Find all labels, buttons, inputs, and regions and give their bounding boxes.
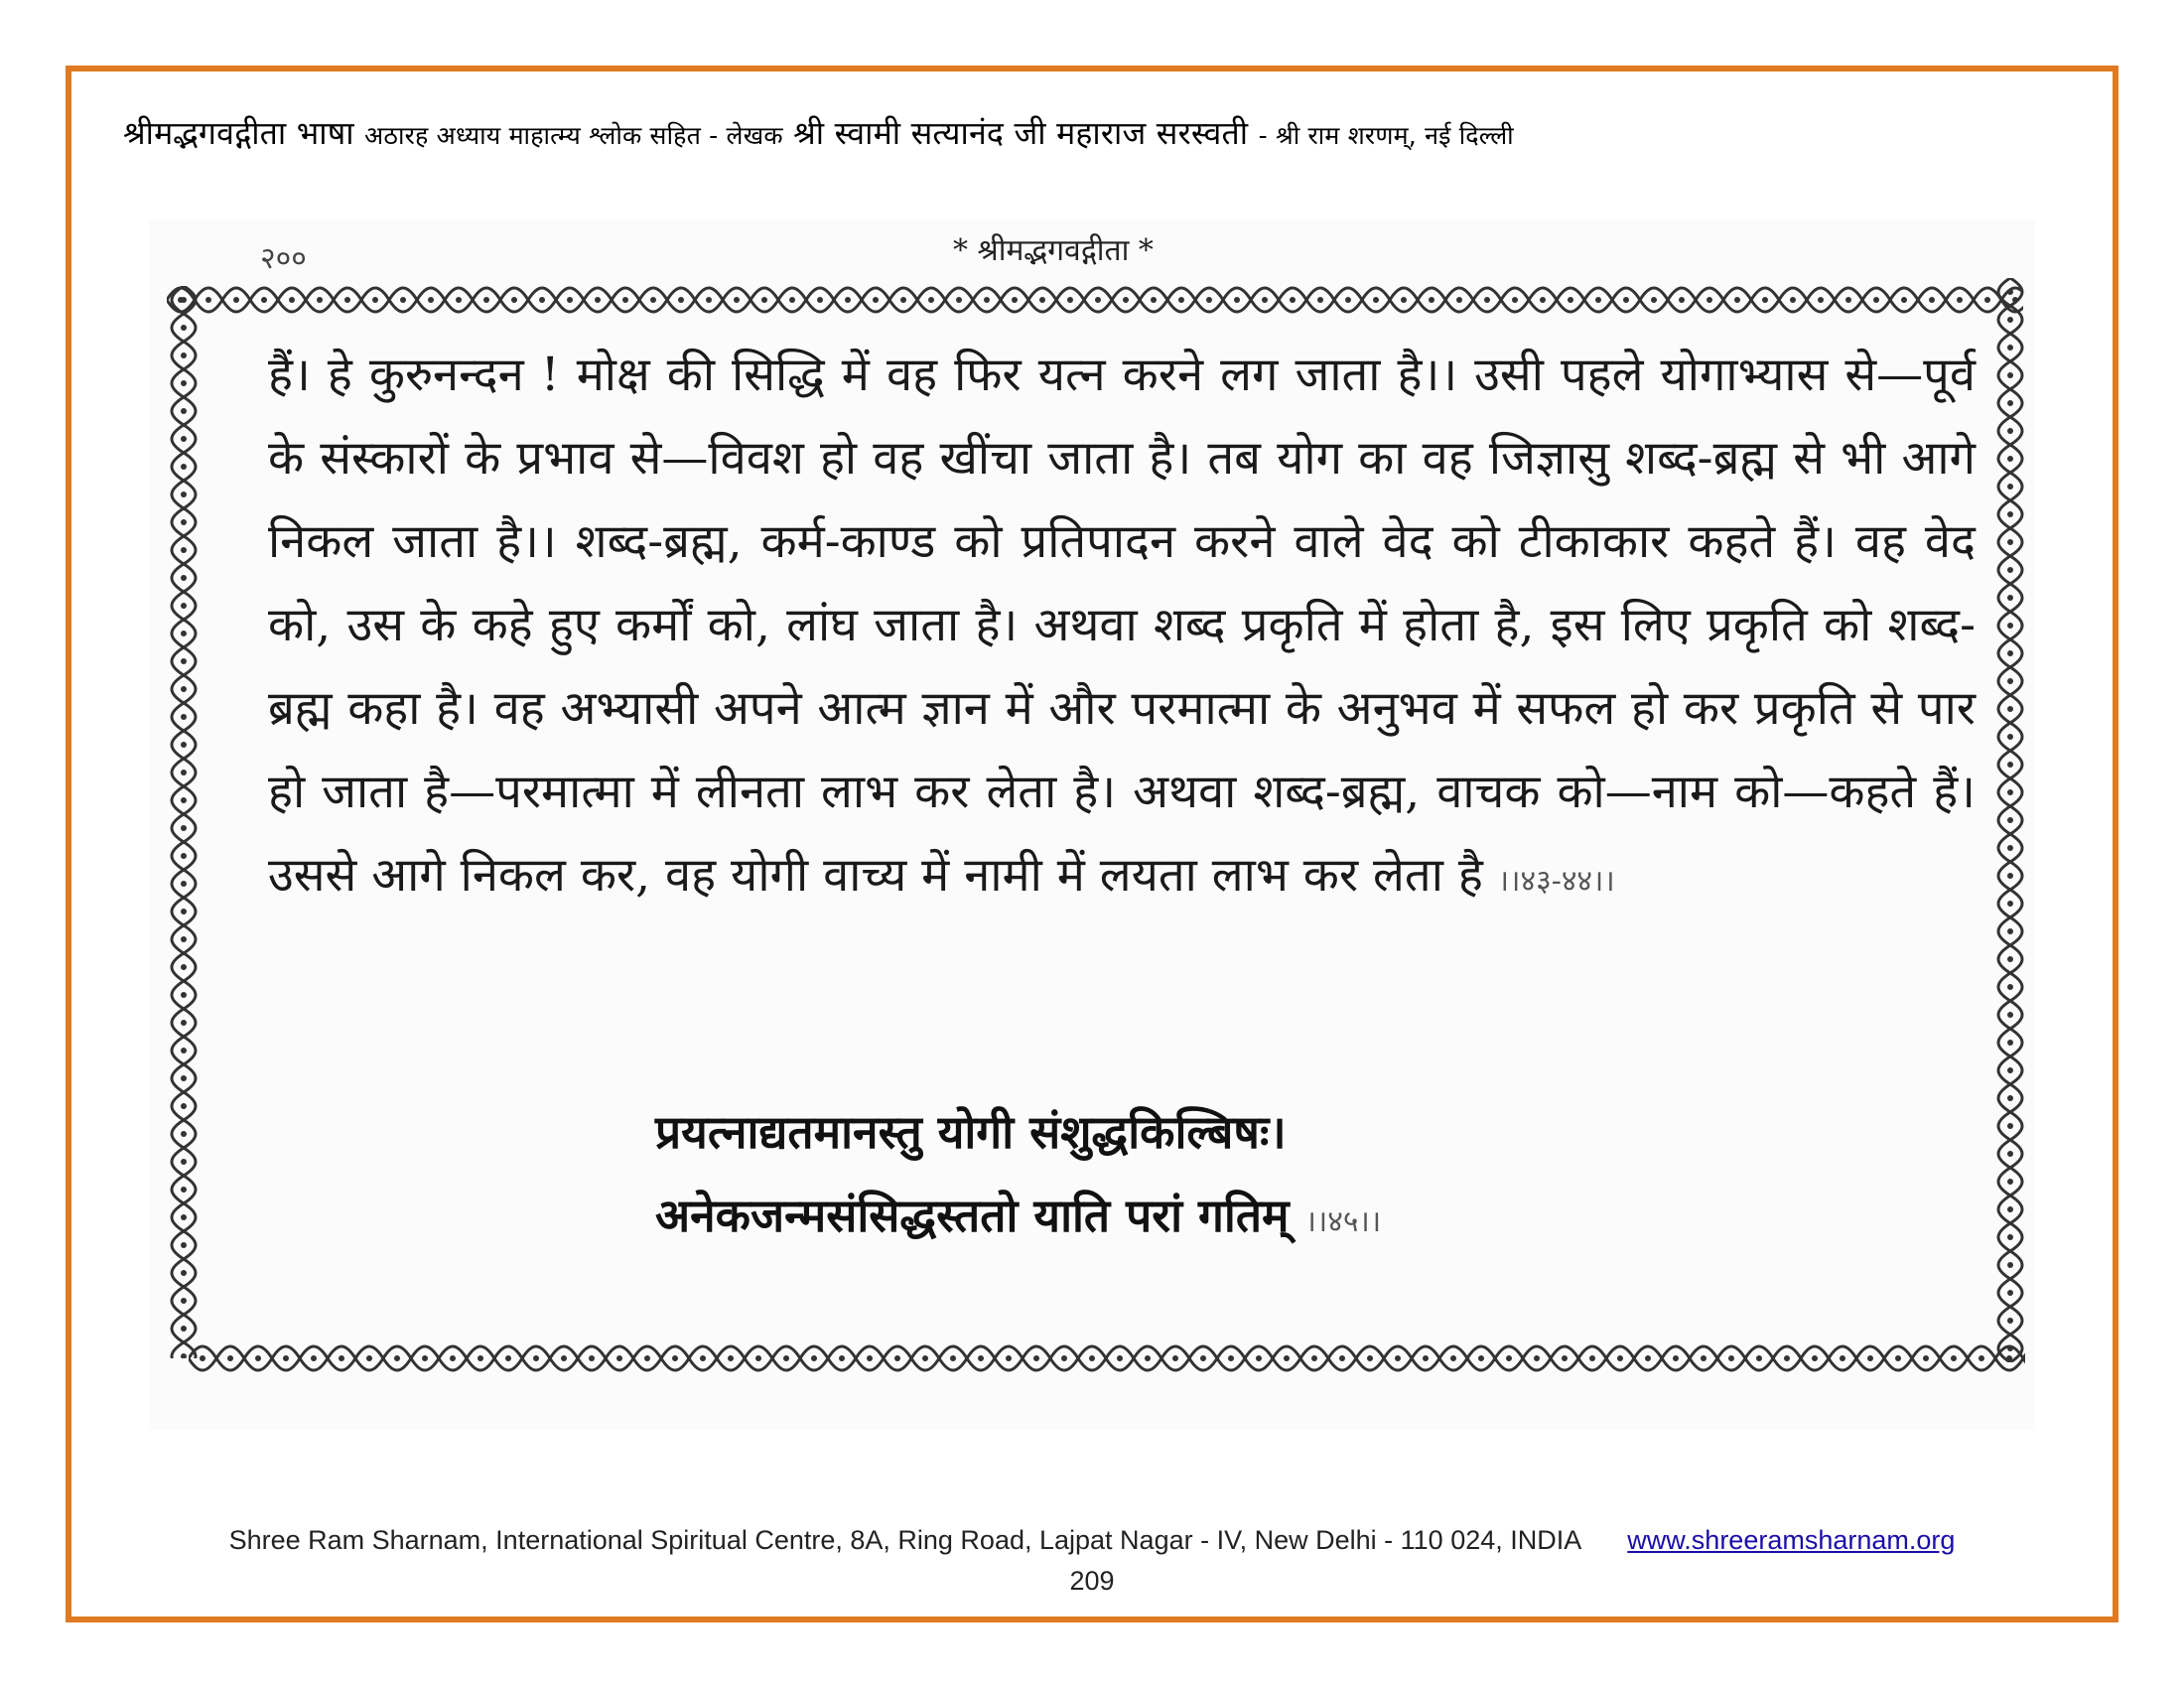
running-head: * श्रीमद्भगवद्गीता * bbox=[953, 233, 1154, 268]
header-subtitle: अठारह अध्याय माहात्म्य श्लोक सहित - लेखक bbox=[364, 121, 783, 150]
ornament-border-top bbox=[167, 280, 2023, 320]
sanskrit-shloka bbox=[655, 1090, 1747, 1264]
commentary-paragraph bbox=[268, 334, 1976, 923]
shloka-line-1: प्रयत्नाद्यतमानस्तु योगी संशुद्धकिल्बिषः। bbox=[655, 1105, 1287, 1159]
page-footer bbox=[0, 1525, 2184, 1597]
header-publisher: - श्री राम शरणम्, नई दिल्ली bbox=[1258, 121, 1514, 150]
header-author: श्री स्वामी सत्यानंद जी महाराज सरस्वती bbox=[793, 114, 1249, 152]
shloka-verse-ref: ।।४५।। bbox=[1304, 1204, 1382, 1239]
website-link[interactable]: www.shreeramsharnam.org bbox=[1627, 1525, 1956, 1555]
scan-page-number: २०० bbox=[260, 241, 307, 276]
shloka-line-2: अनेकजन्मसंसिद्धस्ततो याति परां गतिम् bbox=[655, 1189, 1290, 1242]
paragraph-verse-ref: ।।४३-४४।। bbox=[1497, 864, 1615, 899]
ornament-border-left bbox=[163, 286, 205, 1358]
ornament-border-right bbox=[1989, 278, 2031, 1362]
footer-page-number: 209 bbox=[1069, 1566, 1115, 1596]
document-header bbox=[123, 111, 2069, 154]
paragraph-text: हैं। हे कुरुनन्दन ! मोक्ष की सिद्धि में वह फिर यत्न करने लग जाता है।। उसी पहले योगाभ्यास से—पूर्व के संस्कारों के प्रभाव से—विवश हो वह खींचा जाता है। तब योग का वह जिज्ञासु शब्द-ब्रह्म से भी आगे निकल जाता है।। शब्द-ब्रह्म, कर्म-काण्ड को प्रतिपादन करने वाले वेद को टीकाकार कहते हैं। वह वेद को, उस के कहे हुए कर्मों को, लांघ जाता है। अथवा शब्द प्रकृति में होता है, इस लिए प्रकृति को शब्द-ब्रह्म कहा है। वह अभ्यासी अपने आत्म ज्ञान में और परमात्मा के अनुभव में सफल हो कर प्रकृति से पार हो जाता है—परमात्मा में लीनता लाभ कर लेता है। अथवा शब्द-ब्रह्म, वाचक को—नाम को—कहते हैं। उससे आगे निकल कर, वह योगी वाच्य में नामी में लयता लाभ कर लेता है bbox=[268, 348, 1976, 903]
footer-address: Shree Ram Sharnam, International Spiritual Centre, 8A, Ring Road, Lajpat Nagar - IV, New Delhi - 110 024, INDIA bbox=[228, 1525, 1580, 1555]
header-title: श्रीमद्भगवद्गीता भाषा bbox=[123, 114, 354, 152]
ornament-border-bottom bbox=[189, 1338, 2025, 1378]
